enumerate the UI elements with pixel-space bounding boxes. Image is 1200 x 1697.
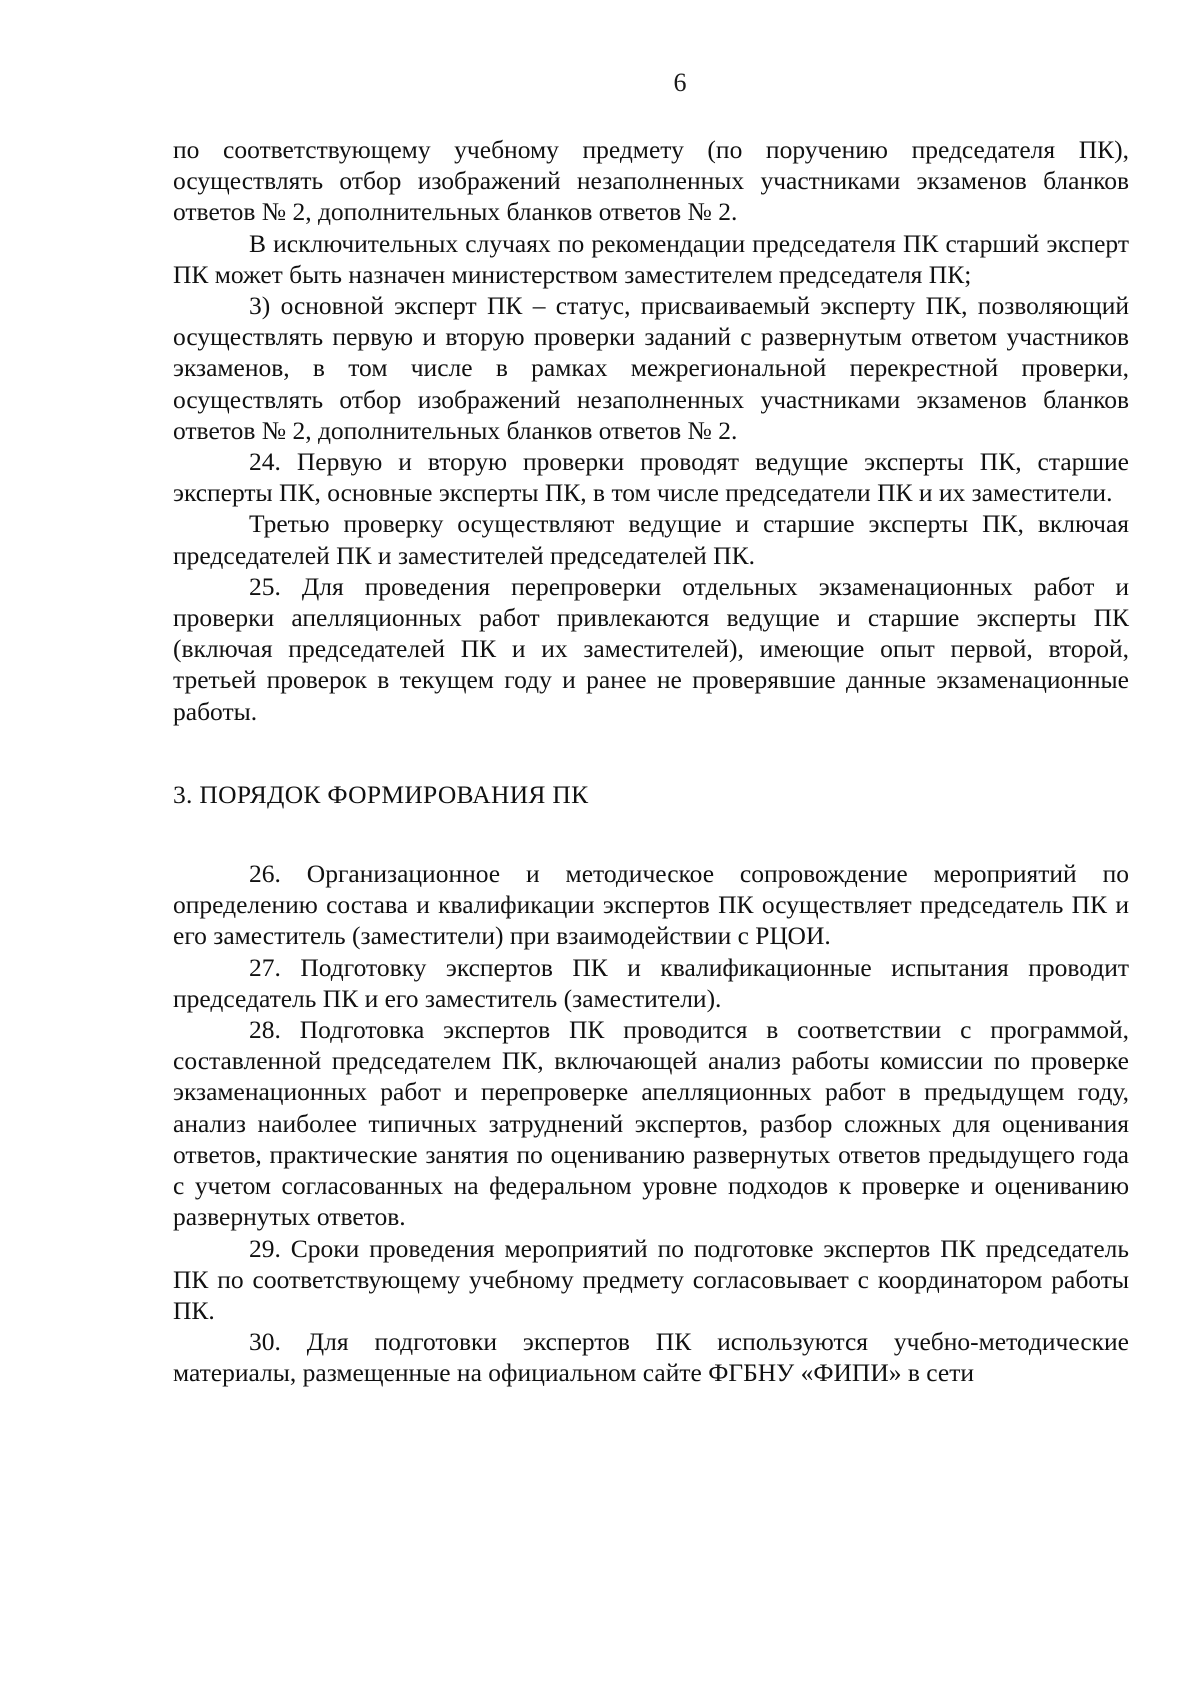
paragraph-senior-expert-deputy: В исключительных случаях по рекомендации председателя ПК старший эксперт ПК может быть назначен министерством заместителем председателя ПК; — [173, 228, 1129, 289]
paragraph-28: 28. Подготовка экспертов ПК проводится в соответствии с программой, составленной председателем ПК, включающей анализ работы комиссии по проверке экзаменационных работ и перепроверке апелляционных работ в предыдущем году, анализ наиболее типичных затруднений экспертов, разбор сложных для оценивания ответов, практические занятия по оцениванию развернутых ответов предыдущего года с учетом согласованных на федеральном уровне подходов к проверке и оцениванию развернутых ответов. — [173, 1015, 1129, 1232]
paragraph-24: 24. Первую и вторую проверки проводят ведущие эксперты ПК, старшие эксперты ПК, основные эксперты ПК, в том числе председатели ПК и их заместители. — [173, 447, 1129, 508]
section-title: 3. ПОРЯДОК ФОРМИРОВАНИЯ ПК — [173, 779, 589, 809]
document-body — [173, 134, 1129, 1389]
paragraph-26: 26. Организационное и методическое сопровождение мероприятий по определению состава и квалификации экспертов ПК осуществляет председатель ПК и его заместитель (заместители) при взаимодействии с РЦОИ. — [173, 859, 1129, 951]
paragraph-29: 29. Сроки проведения мероприятий по подготовке экспертов ПК председатель ПК по соответствующему учебному предмету согласовывает с координатором работы ПК. — [173, 1233, 1129, 1325]
paragraph-30: 30. Для подготовки экспертов ПК используются учебно-методические материалы, размещенные на официальном сайте ФГБНУ «ФИПИ» в сети — [173, 1327, 1129, 1388]
paragraph-25: 25. Для проведения перепроверки отдельных экзаменационных работ и проверки апелляционных работ привлекаются ведущие и старшие эксперты ПК (включая председателей ПК и их заместителей), имеющие опыт первой, второй, третьей проверок в текущем году и ранее не проверявшие данные экзаменационные работы. — [173, 571, 1129, 726]
paragraph-27: 27. Подготовку экспертов ПК и квалификационные испытания проводит председатель ПК и его заместитель (заместители). — [173, 952, 1129, 1013]
paragraph-third-check: Третью проверку осуществляют ведущие и старшие эксперты ПК, включая председателей ПК и заместителей председателей ПК. — [173, 509, 1129, 570]
paragraph-continuation: по соответствующему учебному предмету (по поручению председателя ПК), осуществлять отбор изображений незаполненных участниками экзаменов бланков ответов № 2, дополнительных бланков ответов № 2. — [173, 135, 1129, 227]
page-number: 6 — [673, 68, 687, 97]
paragraph-main-expert-status: 3) основной эксперт ПК – статус, присваиваемый эксперту ПК, позволяющий осуществлять первую и вторую проверки заданий с развернутым ответом участников экзаменов, в том числе в рамках межрегиональной перекрестной проверки, осуществлять отбор изображений незаполненных участниками экзаменов бланков ответов № 2, дополнительных бланков ответов № 2. — [173, 291, 1129, 445]
